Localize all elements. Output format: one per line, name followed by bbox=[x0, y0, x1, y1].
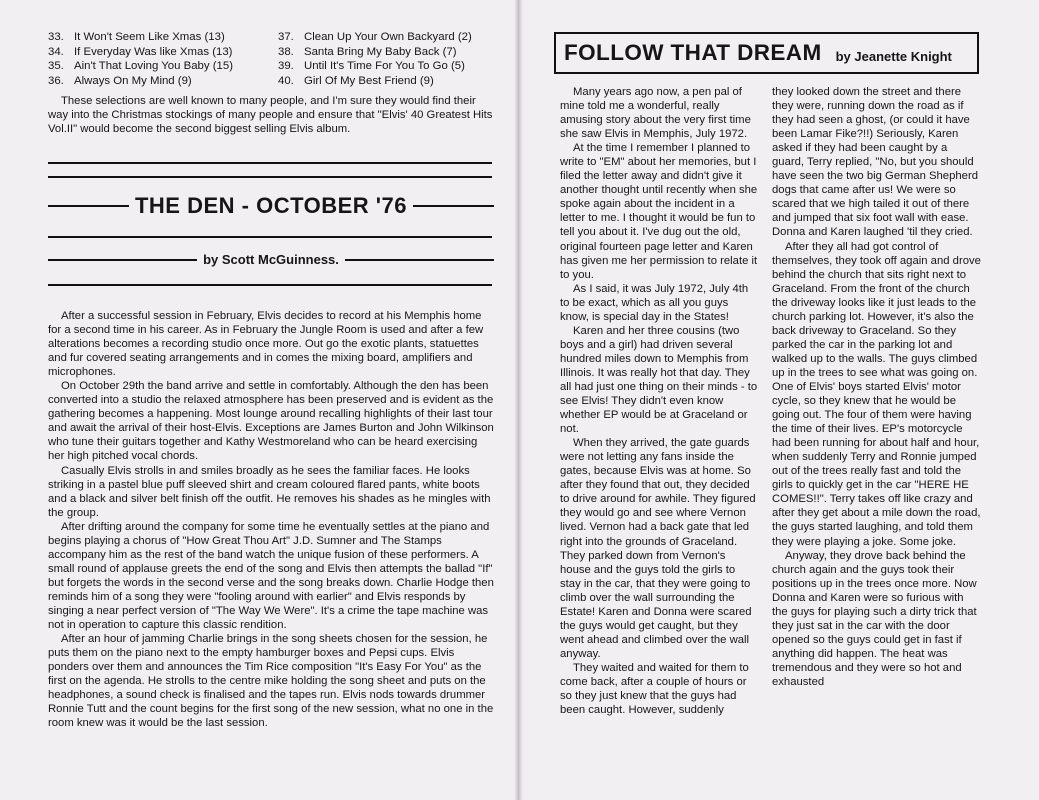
article-column-1 bbox=[560, 85, 758, 717]
article-title-box bbox=[554, 32, 979, 74]
article-paragraph: When they arrived, the gate guards were not letting any fans inside the gates, because Elvis was at home. So after they found that out, they decided to drive around for awhile. They figured they would go and see where Vernon lived. Vernon had a back gate that led right into the grounds of Graceland. They parked down from Vernon's house and the guys told the girls to stay in the car, that they were going to climb over the wall surrounding the Estate! Karen and Donna were scared the guys would get caught, but they went ahead and climbed over the wall anyway. bbox=[560, 437, 756, 660]
divider-rule bbox=[48, 236, 492, 238]
article-paragraph: They waited and waited for them to come back, after a couple of hours or so they just knew that the guys had been caught. However, suddenly bbox=[560, 661, 749, 717]
title-rule-right bbox=[413, 205, 494, 207]
song-list-column-1 bbox=[48, 30, 233, 88]
article-title: THE DEN - OCTOBER '76 bbox=[134, 193, 408, 218]
article-byline: by Jeanette Knight bbox=[835, 49, 952, 64]
article-paragraph: As I said, it was July 1972, July 4th to be exact, which as all you guys know, is special day in the States! bbox=[560, 282, 749, 323]
intro-paragraph: These selections are well known to many people, and I'm sure they would find their way into the Christmas stockings of many people and ensure that "Elvis' 40 Greatest Hits Vol.II" would become the second biggest selling Elvis album. bbox=[48, 95, 493, 136]
divider-rule bbox=[48, 176, 492, 178]
song-list-item: 34. If Everyday Was like Xmas (13) bbox=[48, 45, 233, 58]
byline-rule-right bbox=[345, 259, 494, 261]
article-paragraph: After drifting around the company for some time he eventually settles at the piano and begins playing a chorus of "How Great Thou Art" J.D. Sumner and The Stamps accompany him as the rest of the band watch the unique fusion of these performers. A small round of applause greets the end of the song and Elvis then attempts the ballad "If" but forgets the words in the second verse and the song breaks down. Charlie Hodge then reminds him of a song they were "fooling around with earlier" and Elvis responds by singing a near perfect version of "The Way We Were". It's a crime the tape machine was not in operation to capture this classic rendition. bbox=[48, 520, 494, 632]
article-paragraph: Many years ago now, a pen pal of mine told me a wonderful, really amusing story about the very first time she saw Elvis in Memphis, July 1972. bbox=[560, 86, 751, 141]
page-spine bbox=[514, 0, 523, 800]
song-list-item: 39. Until It's Time For You To Go (5) bbox=[278, 60, 465, 73]
article-paragraph: At the time I remember I planned to write to "EM" about her memories, but I filed the letter away and didn't give it another thought until recently when she spoke again about the incident in a letter to me. I thought it would be fun to tell you about it. I've dug out the old, original fourteen page letter and Karen has given me her permission to relate it to you. bbox=[560, 142, 758, 281]
byline-rule-left bbox=[48, 259, 197, 261]
divider-rule bbox=[48, 162, 492, 164]
article-paragraph: After they all had got control of themselves, they took off again and drove behind the church that sits right next to Graceland. From the front of the church the driveway looks like it just leads to the church parking lot. However, it's also the back driveway to Graceland. So they parked the car in the parking lot and walked up to the walls. The guys climbed up in the trees to see what was going on. One of Elvis' boys started Elvis' motor cycle, so they knew that he would be going out. The four of them were having the time of their lives. EP's motorcycle had been running for about half and hour, when suddenly Terry and Ronnie jumped out of the trees really fast and told the girls to quickly get in the car "HERE HE COMES!!". Terry takes off like crazy and after they get about a mile down the road, the guys started laughing, and told them they were playing a joke. Some joke. bbox=[772, 240, 981, 548]
article-paragraph: they looked down the street and there they were, running down the road as if they had seen a ghost, (or could it have been Lamar Fike?!!) Seriously, Karen asked if they had been caught by a guard, Terry replied, "No, but you should have seen the two big German Shepherd dogs that came after us! We were so scared that we high tailed it out of there and jumped that six foot wall with ease. Donna and Karen laughed 'til they cried. bbox=[772, 86, 978, 239]
article-paragraph: After an hour of jamming Charlie brings in the song sheets chosen for the session, he puts them on the piano next to the empty hamburger boxes and Pepsi cups. Elvis ponders over them and announces the Tim Rice composition "It's Easy For You" as the first on the agenda. He strolls to the centre mike holding the song sheet and puts on the headphones, a sound check is finalised and the tapes run. Elvis nods towards drummer Ronnie Tutt and the count begins for the first song of the new session, what no one in the room knew was it would be the last session. bbox=[48, 633, 494, 730]
song-list-item: 38. Santa Bring My Baby Back (7) bbox=[278, 45, 457, 58]
article-paragraph: Anyway, they drove back behind the church again and the guys took their positions up in the trees once more. Now Donna and Karen were so furious with the guys for playing such a dirty trick that they just sat in the car with the door opened so the guys could get in fast if anything did happen. The heat was tremendous and they were so hot and exhausted bbox=[772, 549, 977, 688]
article-paragraph: Casually Elvis strolls in and smiles broadly as he sees the familiar faces. He looks striking in a pastel blue puff sleeved shirt and cream coloured flared pants, white boots and a black and silver belt finish off the outfit. He removes his shades as he mingles with the group. bbox=[48, 464, 491, 519]
song-list-item: 36. Always On My Mind (9) bbox=[48, 74, 192, 87]
article-paragraph: After a successful session in February, Elvis decides to record at his Memphis home for a second time in his career. As in February the Jungle Room is used and after a few alterations becomes a recording studio once more. Out go the exotic plants, statuettes and fur covered seating arrangements and in comes the mixing board, amplifiers and microphones. bbox=[48, 310, 484, 379]
song-list-item: 40. Girl Of My Best Friend (9) bbox=[278, 74, 434, 87]
song-list-item: 33. It Won't Seem Like Xmas (13) bbox=[48, 31, 225, 43]
divider-rule bbox=[48, 284, 492, 286]
song-list-column-2 bbox=[278, 30, 472, 88]
article-title-row bbox=[48, 193, 494, 219]
article-paragraph: Karen and her three cousins (two boys and a girl) had driven several hundred miles down to Memphis from Illinois. It was really hot that day. They all had just one thing on their minds - to see Elvis! They didn't even know whether EP would be at Graceland or not. bbox=[560, 324, 758, 436]
song-list-item: 37. Clean Up Your Own Backyard (2) bbox=[278, 31, 472, 43]
den-article-body bbox=[48, 309, 494, 730]
byline-row bbox=[48, 252, 494, 267]
song-list-item: 35. Ain't That Loving You Baby (15) bbox=[48, 60, 234, 73]
article-byline: by Scott McGuinness. bbox=[203, 252, 339, 267]
article-column-2 bbox=[772, 85, 982, 689]
article-paragraph: On October 29th the band arrive and settle in comfortably. Although the den has been converted into a studio the relaxed atmosphere has been preserved and is evident as the gathering becomes a happening. Most lounge around recalling highlights of their last tour and await the arrival of their host-Elvis. Exceptions are James Burton and John Wilkinson who tune their guitars together and Kathy Westmoreland who can be heard exercising her high pitched vocal chords. bbox=[48, 380, 494, 463]
article-title: FOLLOW THAT DREAM bbox=[564, 40, 822, 65]
title-rule-left bbox=[48, 205, 129, 207]
